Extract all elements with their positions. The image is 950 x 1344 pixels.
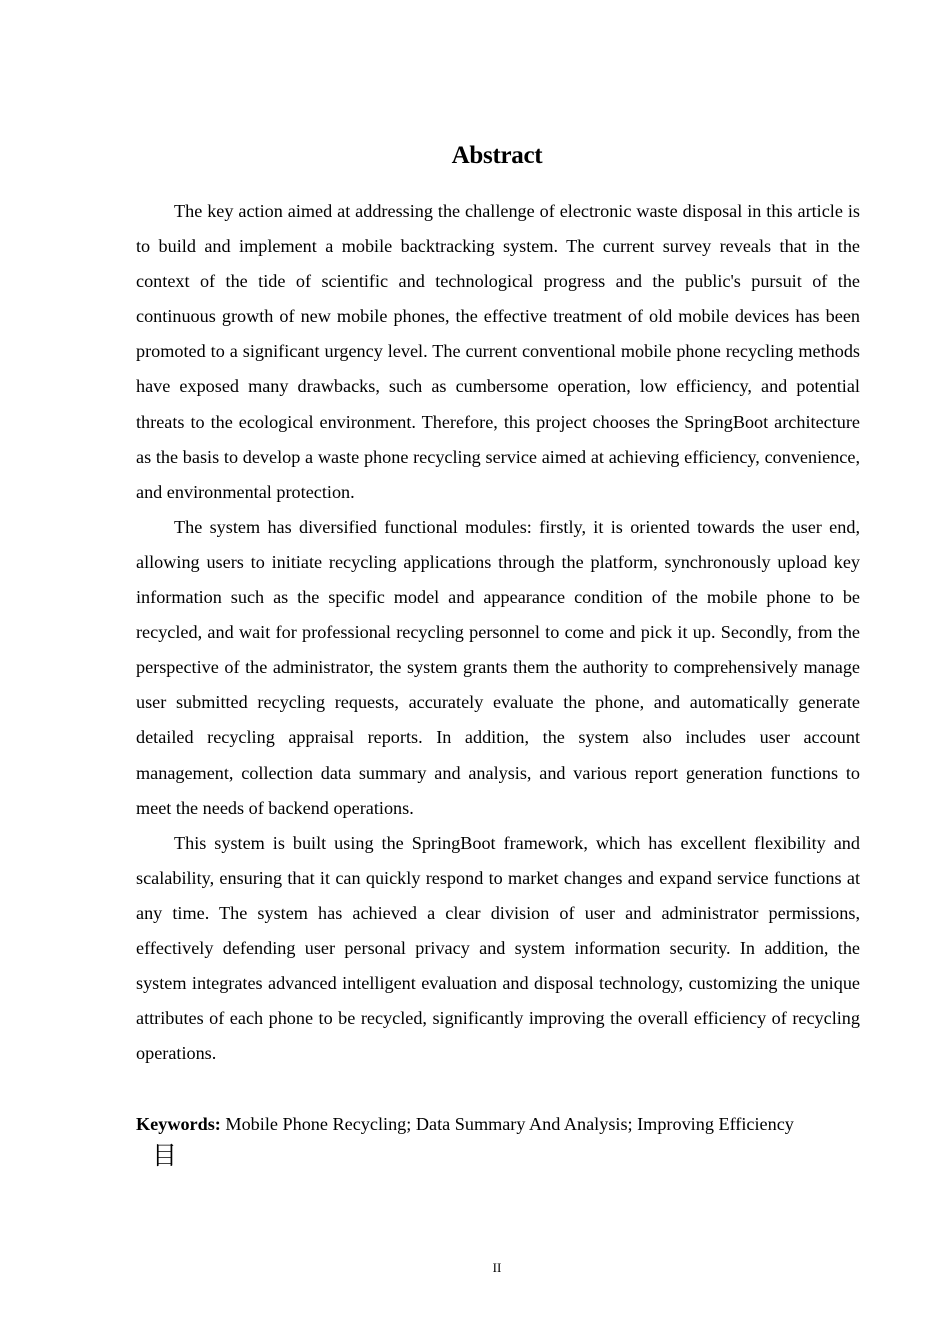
abstract-paragraph-3: This system is built using the SpringBoot framework, which has excellent flexibility and scalability, ensuring that it can quickly respond to market changes and expand service functions at any time. The system has achieved a clear division of user and administrator permissions, effectively defending user personal privacy and system information security. In addition, the system integrates advanced intelligent evaluation and disposal technology, customizing the unique attributes of each phone to be recycled, significantly improving the overall efficiency of recycling operations. <box>136 832 860 1064</box>
abstract-body <box>136 194 860 1071</box>
abstract-title: Abstract <box>451 142 543 169</box>
keywords-label: Keywords: <box>136 1114 221 1134</box>
abstract-paragraph-1: The key action aimed at addressing the challenge of electronic waste disposal in this article is to build and implement a mobile backtracking system. The current survey reveals that in the context of the tide of scientific and technological progress and the public's pursuit of the continuous growth of new mobile phones, the effective treatment of old mobile devices has been promoted to a significant urgency level. The current conventional mobile phone recycling methods have exposed many drawbacks, such as cumbersome operation, low efficiency, and potential threats to the ecological environment. Therefore, this project chooses the SpringBoot architecture as the basis to develop a waste phone recycling service aimed at achieving efficiency, convenience, and environmental protection. <box>136 201 860 502</box>
abstract-paragraph-2: The system has diversified functional modules: firstly, it is oriented towards the user end, allowing users to initiate recycling applications through the platform, synchronously upload key information such as the specific model and appearance condition of the mobile phone to be recycled, and wait for professional recycling personnel to come and pick it up. Secondly, from the perspective of the administrator, the system grants them the authority to comprehensively manage user submitted recycling requests, accurately evaluate the phone, and automatically generate detailed recycling appraisal reports. In addition, the system also includes user account management, collection data summary and analysis, and various report generation functions to meet the needs of backend operations. <box>136 516 860 818</box>
keywords-text: Mobile Phone Recycling; Data Summary And Analysis; Improving Efficiency <box>225 1114 794 1134</box>
keywords-line <box>136 1107 896 1142</box>
toc-heading-fragment: 目 <box>152 1141 178 1170</box>
page-number: II <box>492 1260 502 1275</box>
